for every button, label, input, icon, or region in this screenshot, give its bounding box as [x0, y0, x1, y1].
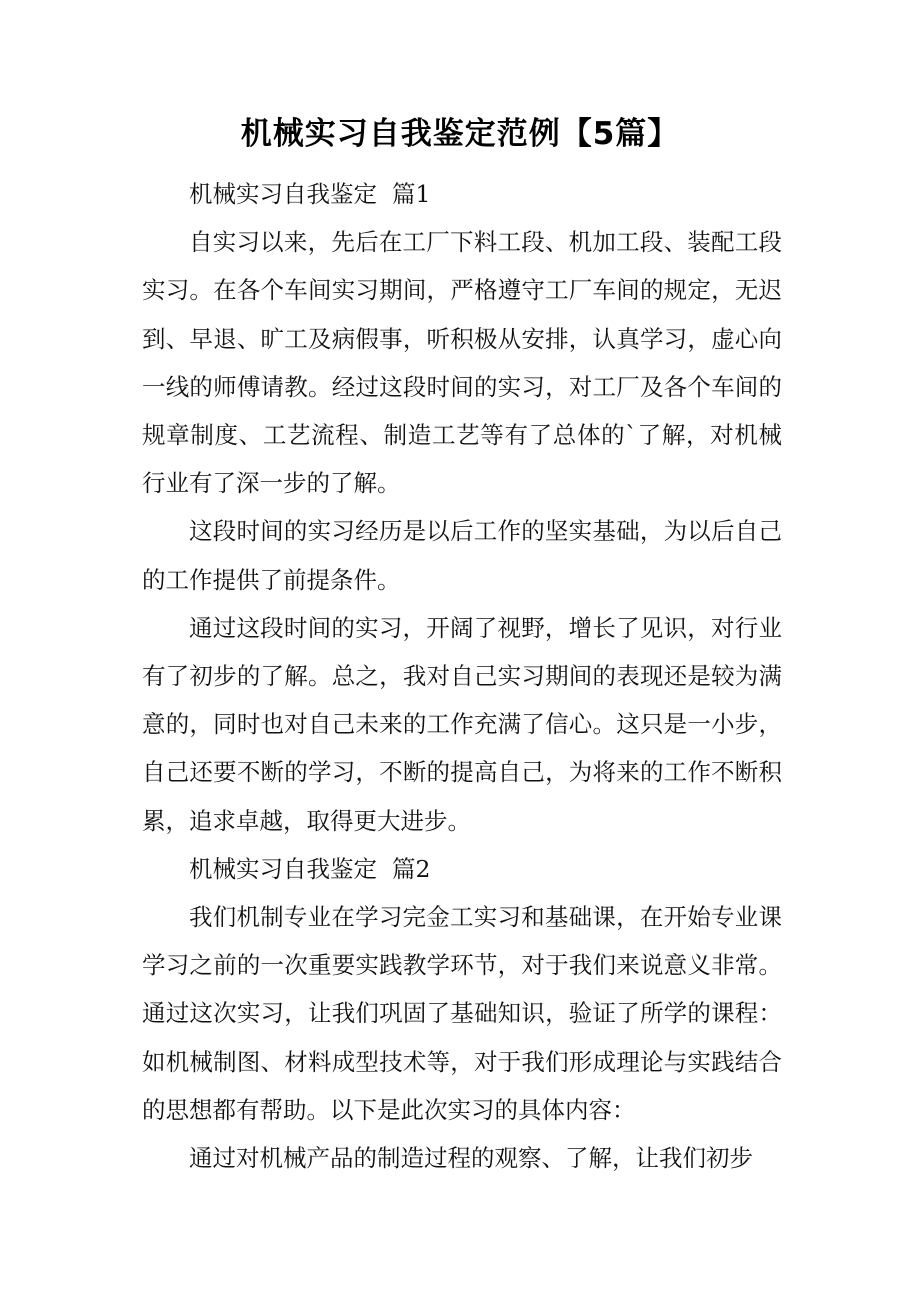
- document-title: 机械实习自我鉴定范例【5篇】: [240, 116, 680, 152]
- section-heading-2: 机械实习自我鉴定 篇2: [189, 854, 431, 883]
- paragraph: 自实习以来，先后在工厂下料工段、机加工段、装配工段实习。在各个车间实习期间，严格遵守工厂车间的规定，无迟到、早退、旷工及病假事，听积极从安排，认真学习，虚心向一线的师傅请教。经过这段时间的实习，对工厂及各个车间的规章制度、工艺流程、制造工艺等有了总体的`了解，对机械行业有了深一步的了解。: [142, 228, 782, 498]
- paragraph: 我们机制专业在学习完金工实习和基础课，在开始专业课学习之前的一次重要实践教学环节，对于我们来说意义非常。通过这次实习，让我们巩固了基础知识，验证了所学的课程：如机械制图、材料成型技术等，对于我们形成理论与实践结合的思想都有帮助。以下是此次实习的具体内容：: [142, 903, 782, 1124]
- paragraph: 通过对机械产品的制造过程的观察、了解，让我们初步: [189, 1144, 753, 1173]
- document-body: [142, 170, 782, 1182]
- section-heading-1: 机械实习自我鉴定 篇1: [189, 180, 431, 208]
- paragraph: 通过这段时间的实习，开阔了视野，增长了见识，对行业有了初步的了解。总之，我对自己实习期间的表现还是较为满意的，同时也对自己未来的工作充满了信心。这只是一小步，自己还要不断的学习，不断的提高自己，为将来的工作不断积累，追求卓越，取得更大进步。: [142, 613, 782, 835]
- paragraph: 这段时间的实习经历是以后工作的坚实基础，为以后自己的工作提供了前提条件。: [142, 517, 782, 594]
